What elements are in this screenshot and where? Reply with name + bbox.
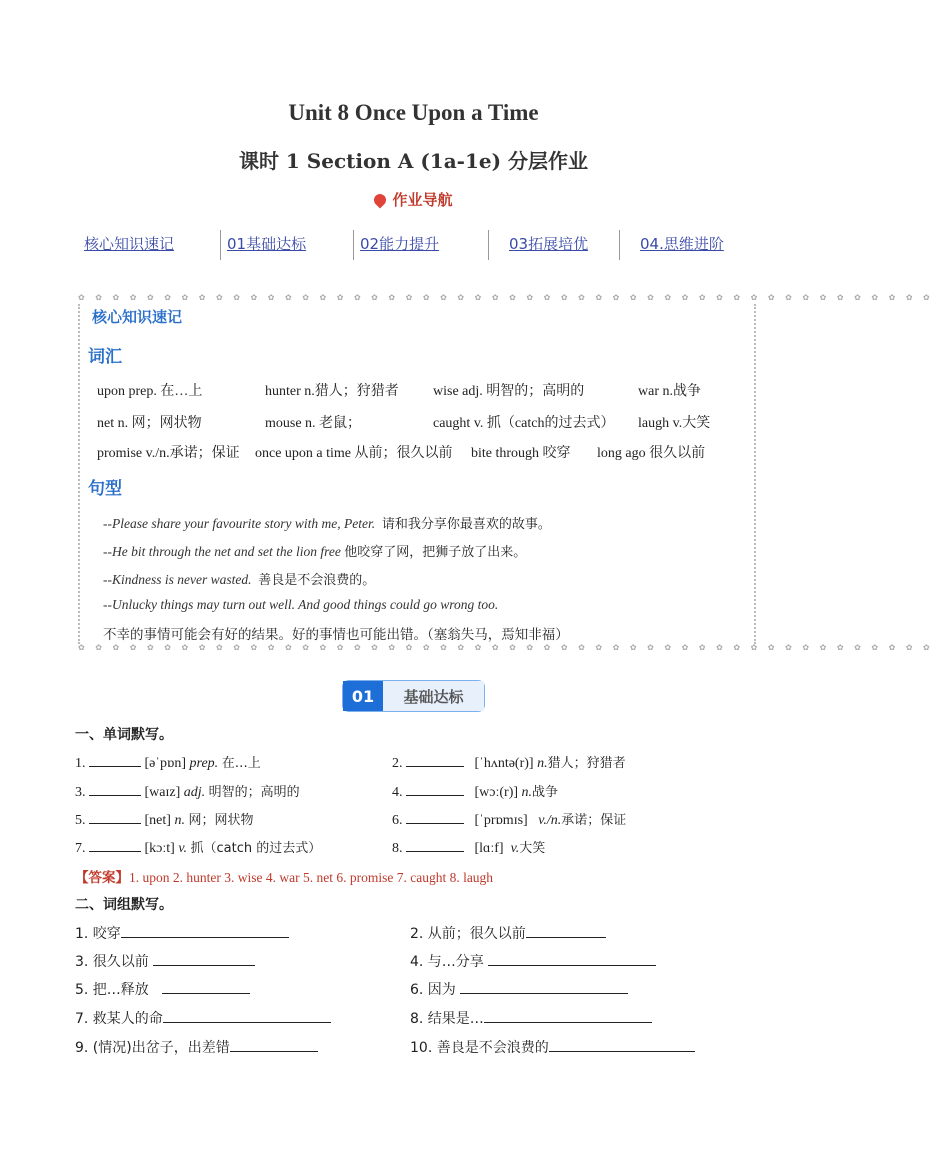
- sentence-row: [103, 513, 551, 532]
- nav-heading-label: 作业导航: [392, 191, 453, 209]
- phrase-question: [410, 923, 606, 943]
- answer-blank[interactable]: [526, 925, 606, 938]
- phrase-question: [410, 1037, 695, 1057]
- sentence-row: [103, 541, 526, 560]
- core-heading: 核心知识速记: [92, 308, 183, 326]
- answer-blank[interactable]: [163, 1010, 331, 1023]
- phonetic: [waɪz]: [144, 785, 181, 800]
- phonetic: [wɔː(r)]: [474, 785, 519, 800]
- part-of-speech: v.: [178, 841, 188, 856]
- decorative-border-left: [78, 304, 86, 644]
- phrase-prompt: 4. 与…分享: [410, 954, 484, 970]
- question-number: 6.: [392, 813, 403, 828]
- question-number: 8.: [392, 841, 403, 856]
- phrase-question: [75, 1008, 331, 1028]
- answer-blank[interactable]: [230, 1039, 318, 1052]
- answer-blank[interactable]: [488, 953, 656, 966]
- word-question: [75, 809, 253, 829]
- sentence-heading: 句型: [88, 479, 122, 499]
- word-question: [75, 781, 300, 801]
- meaning: 战争: [532, 785, 559, 800]
- answer-blank[interactable]: [406, 839, 464, 852]
- answer-blank[interactable]: [460, 981, 628, 994]
- nav-link-04[interactable]: 04.思维进阶: [640, 235, 724, 253]
- phrase-prompt: 10. 善良是不会浪费的: [410, 1040, 549, 1056]
- sentence-zh-last: 不幸的事情可能会有好的结果。好的事情也可能出错。（塞翁失马，焉知非福）: [103, 627, 569, 643]
- phrase-question: [410, 1008, 652, 1028]
- part-of-speech: v.: [510, 841, 520, 856]
- word-question: [75, 837, 321, 857]
- question-number: 5.: [75, 813, 86, 828]
- phrase-question: [75, 1037, 318, 1057]
- meaning: 网；网状物: [188, 813, 254, 828]
- vocab-item: promise v./n.承诺；保证: [97, 446, 240, 461]
- part-of-speech: n.: [521, 785, 533, 800]
- part-of-speech: n.: [537, 756, 548, 771]
- answer-blank[interactable]: [406, 811, 464, 824]
- answer-blank[interactable]: [121, 925, 289, 938]
- decorative-border-right: [754, 304, 762, 644]
- phonetic: [lɑːf]: [474, 841, 504, 856]
- vocab-item: war n.战争: [638, 384, 701, 399]
- part1-heading: 一、单词默写。: [75, 727, 173, 743]
- phrase-prompt: 5. 把…释放: [75, 982, 149, 998]
- sentence-en: --Please share your favourite story with me, Peter.: [103, 516, 376, 531]
- phrase-prompt: 3. 很久以前: [75, 954, 149, 970]
- section-badge-number: 01: [343, 681, 383, 711]
- phrase-prompt: 9. (情况)出岔子，出差错: [75, 1040, 230, 1056]
- decorative-border-top: ✿ ✿ ✿ ✿ ✿ ✿ ✿ ✿ ✿ ✿ ✿ ✿ ✿ ✿ ✿ ✿ ✿ ✿ ✿ ✿ ✿ ✿ ✿ ✿ ✿ ✿ ✿ ✿ ✿ ✿ ✿ ✿ ✿ ✿ ✿ ✿ ✿ ✿ ✿ ✿ ✿ ✿ ✿ ✿ ✿ ✿ ✿ ✿ ✿ ✿: [78, 293, 934, 302]
- vocab-item: laugh v.大笑: [638, 416, 711, 431]
- phonetic: [kɔːt]: [144, 841, 175, 856]
- sentence-zh: 善良是不会浪费的。: [258, 573, 376, 588]
- nav-heading: [0, 189, 827, 210]
- page-title: Unit 8 Once Upon a Time: [288, 100, 539, 125]
- phrase-prompt: 2. 从前；很久以前: [410, 926, 526, 942]
- answer-blank[interactable]: [89, 783, 141, 796]
- section-badge: [343, 681, 484, 711]
- sentence-zh: 他咬穿了网，把狮子放了出来。: [344, 545, 527, 560]
- word-question: [75, 752, 261, 772]
- decorative-border-bottom: ✿ ✿ ✿ ✿ ✿ ✿ ✿ ✿ ✿ ✿ ✿ ✿ ✿ ✿ ✿ ✿ ✿ ✿ ✿ ✿ ✿ ✿ ✿ ✿ ✿ ✿ ✿ ✿ ✿ ✿ ✿ ✿ ✿ ✿ ✿ ✿ ✿ ✿ ✿ ✿ ✿ ✿ ✿ ✿ ✿ ✿ ✿ ✿ ✿ ✿: [78, 643, 934, 652]
- location-pin-icon: [372, 192, 389, 209]
- phrase-question: [75, 923, 289, 943]
- part-of-speech: n.: [174, 813, 185, 828]
- phonetic: [əˈpɒn]: [144, 756, 187, 771]
- answer-blank[interactable]: [89, 754, 141, 767]
- word-question: [392, 781, 558, 801]
- homework-nav: [78, 230, 758, 260]
- nav-link-01[interactable]: 01基础达标: [227, 235, 307, 253]
- word-question: [392, 752, 626, 772]
- nav-link-03[interactable]: 03拓展培优: [509, 235, 589, 253]
- answer-blank[interactable]: [406, 754, 464, 767]
- part2-heading: 二、词组默写。: [75, 897, 173, 913]
- sentence-row: [103, 569, 375, 588]
- vocab-item: wise adj. 明智的；高明的: [433, 384, 585, 399]
- phonetic: [net]: [144, 813, 171, 828]
- meaning: 在…上: [221, 756, 261, 771]
- meaning: 承诺；保证: [561, 813, 627, 828]
- phrase-question: [410, 979, 628, 999]
- sentence-en: --He bit through the net and set the lion free: [103, 544, 341, 559]
- answer-blank[interactable]: [484, 1010, 652, 1023]
- vocab-item: bite through 咬穿: [471, 446, 571, 461]
- vocab-item: mouse n. 老鼠；: [265, 416, 362, 431]
- phrase-question: [75, 951, 255, 971]
- vocab-item: long ago 很久以前: [597, 446, 706, 461]
- sentence-en: --Unlucky things may turn out well. And good things could go wrong too.: [103, 597, 499, 612]
- phrase-prompt: 8. 结果是…: [410, 1011, 484, 1027]
- meaning: 大笑: [519, 841, 546, 856]
- answer-blank[interactable]: [89, 839, 141, 852]
- phrase-prompt: 7. 救某人的命: [75, 1011, 163, 1027]
- meaning: 明智的；高明的: [208, 785, 300, 800]
- answer-key: [75, 866, 493, 886]
- vocab-item: once upon a time 从前；很久以前: [255, 446, 453, 461]
- part-of-speech: prep.: [189, 756, 219, 771]
- question-number: 7.: [75, 841, 86, 856]
- sentence-en: --Kindness is never wasted.: [103, 572, 252, 587]
- phrase-question: [75, 979, 250, 999]
- vocab-heading: 词汇: [88, 347, 122, 367]
- phonetic: [ˈhʌntə(r)]: [474, 756, 534, 771]
- answer-blank[interactable]: [406, 783, 464, 796]
- vocab-item: upon prep. 在…上: [97, 384, 203, 399]
- nav-link-core[interactable]: 核心知识速记: [84, 235, 175, 253]
- meaning: 抓（catch 的过去式）: [190, 841, 322, 856]
- page-subtitle: 课时 1 Section A (1a-1e) 分层作业: [238, 149, 589, 173]
- answer-label: 【答案】: [75, 870, 129, 886]
- answer-blank[interactable]: [162, 981, 250, 994]
- answer-blank[interactable]: [89, 811, 141, 824]
- core-knowledge-box: [78, 293, 934, 652]
- nav-divider: [488, 230, 489, 260]
- word-question: [392, 809, 626, 829]
- nav-divider: [619, 230, 620, 260]
- sentence-row: [103, 597, 498, 613]
- phonetic: [ˈprɒmɪs]: [474, 813, 528, 828]
- vocab-item: net n. 网；网状物: [97, 416, 202, 431]
- sentence-zh: 请和我分享你最喜欢的故事。: [381, 517, 551, 532]
- phrase-prompt: 1. 咬穿: [75, 926, 121, 942]
- phrase-prompt: 6. 因为: [410, 982, 456, 998]
- phrase-question: [410, 951, 656, 971]
- vocab-item: hunter n.猎人；狩猎者: [265, 384, 399, 399]
- answer-text: 1. upon 2. hunter 3. wise 4. war 5. net 6. promise 7. caught 8. laugh: [129, 870, 494, 885]
- meaning: 猎人；狩猎者: [547, 756, 626, 771]
- question-number: 4.: [392, 785, 403, 800]
- nav-link-02[interactable]: 02能力提升: [360, 235, 440, 253]
- question-number: 3.: [75, 785, 86, 800]
- part-of-speech: adj.: [183, 785, 206, 800]
- word-question: [392, 837, 545, 857]
- vocab-item: caught v. 抓（catch的过去式）: [433, 416, 615, 431]
- answer-blank[interactable]: [549, 1039, 695, 1052]
- section-badge-label: 基础达标: [383, 681, 484, 711]
- answer-blank[interactable]: [153, 953, 255, 966]
- part-of-speech: v./n.: [538, 813, 562, 828]
- question-number: 1.: [75, 756, 86, 771]
- question-number: 2.: [392, 756, 403, 771]
